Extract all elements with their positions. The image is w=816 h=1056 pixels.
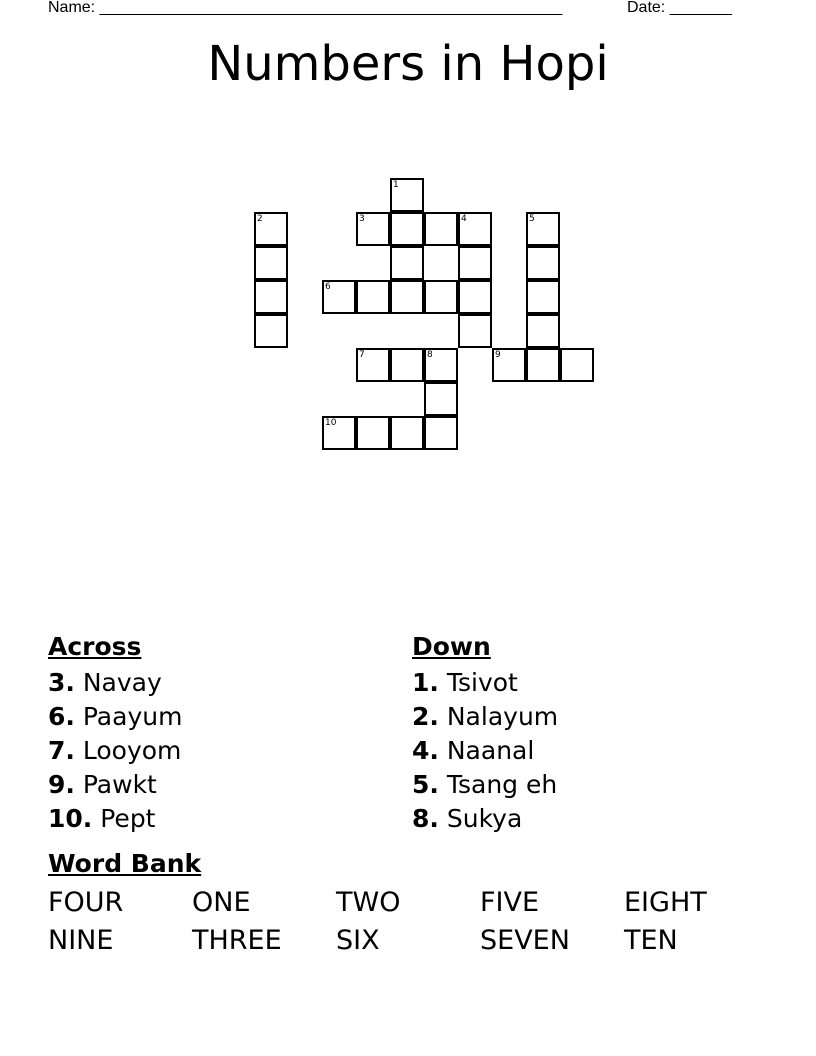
word-bank-word: NINE bbox=[48, 925, 114, 956]
grid-cell[interactable] bbox=[424, 280, 458, 314]
clue-number: 9. bbox=[48, 770, 75, 799]
grid-cell[interactable] bbox=[458, 246, 492, 280]
clue-number: 4. bbox=[412, 736, 439, 765]
grid-cell[interactable] bbox=[390, 348, 424, 382]
page-title: Numbers in Hopi bbox=[207, 36, 609, 92]
grid-cell[interactable] bbox=[458, 314, 492, 348]
grid-cell[interactable] bbox=[424, 212, 458, 246]
down-heading: Down bbox=[412, 632, 491, 661]
clue-number-label: 9 bbox=[495, 350, 501, 360]
clue-number-label: 8 bbox=[427, 350, 433, 360]
grid-cell[interactable] bbox=[526, 212, 560, 246]
clue-number-label: 2 bbox=[257, 214, 263, 224]
clue-number: 8. bbox=[412, 804, 439, 833]
grid-cell[interactable] bbox=[458, 212, 492, 246]
word-bank-word: SIX bbox=[336, 925, 380, 956]
clue-text: Paayum bbox=[82, 702, 183, 731]
grid-cell[interactable] bbox=[424, 348, 458, 382]
clue-text: Naanal bbox=[446, 736, 535, 765]
word-bank-word: THREE bbox=[192, 925, 282, 956]
word-bank-word: EIGHT bbox=[624, 887, 707, 918]
clue-text: Looyom bbox=[82, 736, 182, 765]
grid-cell[interactable] bbox=[254, 280, 288, 314]
down-clue-list bbox=[412, 666, 558, 836]
grid-cell[interactable] bbox=[492, 348, 526, 382]
name-field-line: Name: ____________________________________________________ bbox=[48, 0, 563, 16]
grid-cell[interactable] bbox=[390, 246, 424, 280]
grid-cell[interactable] bbox=[322, 416, 356, 450]
clue-item bbox=[412, 768, 558, 802]
clue-item bbox=[48, 666, 182, 700]
clue-text: Nalayum bbox=[446, 702, 559, 731]
word-bank-word: SEVEN bbox=[480, 925, 570, 956]
grid-cell[interactable] bbox=[254, 212, 288, 246]
clue-item bbox=[48, 802, 182, 836]
clue-text: Pawkt bbox=[82, 770, 157, 799]
grid-cell[interactable] bbox=[254, 314, 288, 348]
clue-number-label: 4 bbox=[461, 214, 467, 224]
across-heading: Across bbox=[48, 632, 142, 661]
clue-number-label: 3 bbox=[359, 214, 365, 224]
clue-text: Pept bbox=[100, 804, 156, 833]
word-bank-word: FIVE bbox=[480, 887, 540, 918]
grid-cell[interactable] bbox=[390, 416, 424, 450]
word-bank-word: FOUR bbox=[48, 887, 124, 918]
clue-item bbox=[412, 802, 558, 836]
crossword-grid bbox=[0, 0, 816, 480]
grid-cell[interactable] bbox=[526, 246, 560, 280]
clue-item bbox=[48, 768, 182, 802]
date-field-line: Date: _______ bbox=[627, 0, 732, 16]
word-bank-word: ONE bbox=[192, 887, 251, 918]
grid-cell[interactable] bbox=[390, 212, 424, 246]
clue-number: 1. bbox=[412, 668, 439, 697]
clue-item bbox=[48, 700, 182, 734]
grid-cell[interactable] bbox=[322, 280, 356, 314]
clue-number: 5. bbox=[412, 770, 439, 799]
across-clue-list bbox=[48, 666, 182, 836]
grid-cell[interactable] bbox=[356, 348, 390, 382]
grid-cell[interactable] bbox=[526, 348, 560, 382]
grid-cell[interactable] bbox=[356, 416, 390, 450]
clue-number-label: 10 bbox=[325, 418, 337, 428]
grid-cell[interactable] bbox=[254, 246, 288, 280]
word-bank-word: TWO bbox=[336, 887, 401, 918]
word-bank-heading: Word Bank bbox=[48, 849, 202, 878]
grid-cell[interactable] bbox=[526, 280, 560, 314]
clue-number: 7. bbox=[48, 736, 75, 765]
clue-text: Tsang eh bbox=[446, 770, 558, 799]
clue-item bbox=[412, 666, 558, 700]
grid-cell[interactable] bbox=[356, 280, 390, 314]
clue-number-label: 5 bbox=[529, 214, 535, 224]
clue-text: Sukya bbox=[446, 804, 523, 833]
grid-cell[interactable] bbox=[526, 314, 560, 348]
grid-cell[interactable] bbox=[356, 212, 390, 246]
clue-number: 3. bbox=[48, 668, 75, 697]
grid-cell[interactable] bbox=[390, 280, 424, 314]
word-bank-word: TEN bbox=[624, 925, 678, 956]
grid-cell[interactable] bbox=[390, 178, 424, 212]
grid-cell[interactable] bbox=[424, 416, 458, 450]
clue-number-label: 1 bbox=[393, 180, 399, 190]
clue-number: 2. bbox=[412, 702, 439, 731]
clue-number-label: 7 bbox=[359, 350, 365, 360]
clue-item bbox=[412, 700, 558, 734]
clue-item bbox=[48, 734, 182, 768]
clue-text: Navay bbox=[82, 668, 162, 697]
clue-number: 6. bbox=[48, 702, 75, 731]
word-bank bbox=[48, 884, 768, 960]
grid-cell[interactable] bbox=[458, 280, 492, 314]
grid-cell[interactable] bbox=[560, 348, 594, 382]
grid-cell[interactable] bbox=[424, 382, 458, 416]
clue-text: Tsivot bbox=[446, 668, 518, 697]
clue-number: 10. bbox=[48, 804, 93, 833]
clue-item bbox=[412, 734, 558, 768]
clue-number-label: 6 bbox=[325, 282, 331, 292]
